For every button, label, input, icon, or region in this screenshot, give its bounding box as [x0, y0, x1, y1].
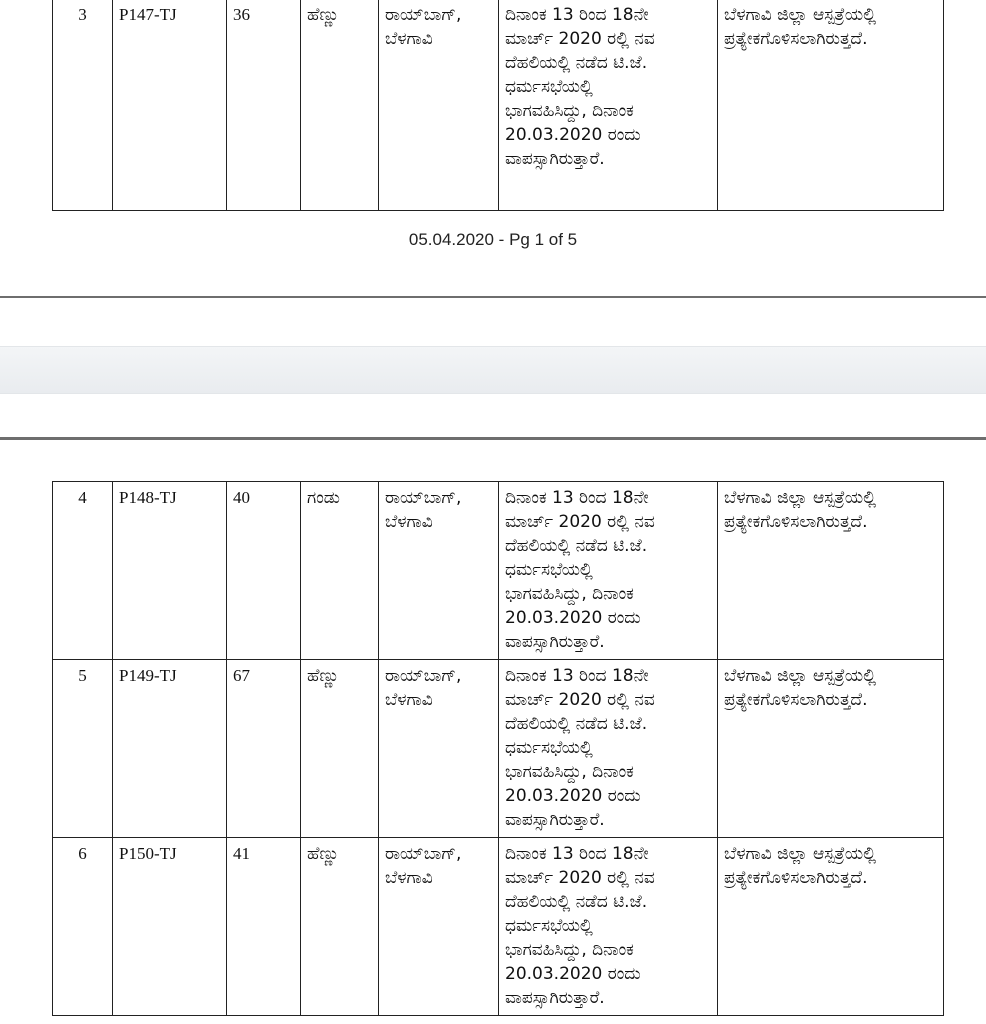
cell-text-line: ಬೆಳಗಾವಿ [385, 512, 433, 532]
cell-text-line: ಬೆಳಗಾವಿ ಜಿಲ್ಲಾ ಆಸ್ಪತ್ರೆಯಲ್ಲಿ [724, 5, 876, 25]
cell-text-line: ಮಾರ್ಚ್ 2020 ರಲ್ಲಿ ನವ [505, 690, 655, 710]
cell-text-line: ಪ್ರತ್ಯೇಕಗೊಳಿಸಲಾಗಿರುತ್ತದೆ. [724, 512, 868, 532]
gender-cell: ಗಂಡು [301, 482, 379, 660]
table-row [53, 0, 944, 211]
cell-text-line: ವಾಪಸ್ಸಾಗಿರುತ್ತಾರೆ. [505, 988, 605, 1008]
page-1-bottom-edge [0, 296, 986, 298]
document-page-2 [0, 440, 986, 1024]
patient-id-cell: P149-TJ [113, 660, 227, 838]
cell-text-line: ದೆಹಲಿಯಲ್ಲಿ ನಡೆದ ಟಿ.ಜೆ. [505, 714, 648, 734]
cell-text-line: ಧರ್ಮಸಭೆಯಲ್ಲಿ [505, 916, 593, 936]
patient-id-cell: P148-TJ [113, 482, 227, 660]
patient-table-page-1 [52, 0, 944, 211]
cell-text-line: ವಾಪಸ್ಸಾಗಿರುತ್ತಾರೆ. [505, 149, 605, 169]
location-cell [379, 0, 499, 211]
table-row [53, 482, 944, 660]
status-cell [718, 838, 944, 1016]
serial-number-cell: 6 [53, 838, 113, 1016]
cell-text-line: ಮಾರ್ಚ್ 2020 ರಲ್ಲಿ ನವ [505, 512, 655, 532]
age-cell: 36 [227, 0, 301, 211]
patient-id-cell: P147-TJ [113, 0, 227, 211]
age-cell: 40 [227, 482, 301, 660]
cell-text-line: ವಾಪಸ್ಸಾಗಿರುತ್ತಾರೆ. [505, 632, 605, 652]
cell-text-line: 20.03.2020 ರಂದು [505, 608, 641, 628]
cell-text-line: ರಾಯ್‌ಬಾಗ್, [385, 5, 462, 25]
travel-history-cell [499, 482, 718, 660]
gender-cell: ಹೆಣ್ಣು [301, 660, 379, 838]
travel-history-cell [499, 0, 718, 211]
cell-text-line: ಮಾರ್ಚ್ 2020 ರಲ್ಲಿ ನವ [505, 29, 655, 49]
status-cell [718, 482, 944, 660]
cell-text-line: ಪ್ರತ್ಯೇಕಗೊಳಿಸಲಾಗಿರುತ್ತದೆ. [724, 690, 868, 710]
page-footer: 05.04.2020 - Pg 1 of 5 [408, 230, 578, 249]
travel-history-cell [499, 838, 718, 1016]
document-page-1 [0, 0, 986, 298]
cell-text-line: ಬೆಳಗಾವಿ [385, 868, 433, 888]
table-row [53, 838, 944, 1016]
cell-text-line: ಬೆಳಗಾವಿ [385, 29, 433, 49]
cell-text-line: ದಿನಾಂಕ 13 ರಿಂದ 18ನೇ [505, 488, 649, 508]
gender-cell: ಹೆಣ್ಣು [301, 0, 379, 211]
status-cell [718, 0, 944, 211]
cell-text-line: ಧರ್ಮಸಭೆಯಲ್ಲಿ [505, 738, 593, 758]
cell-text-line: ಬೆಳಗಾವಿ [385, 690, 433, 710]
age-cell: 67 [227, 660, 301, 838]
patient-id-cell: P150-TJ [113, 838, 227, 1016]
cell-text-line: ದಿನಾಂಕ 13 ರಿಂದ 18ನೇ [505, 844, 649, 864]
location-cell [379, 838, 499, 1016]
cell-text-line: ಭಾಗವಹಿಸಿದ್ದು, ದಿನಾಂಕ [505, 101, 634, 121]
serial-number-cell: 5 [53, 660, 113, 838]
cell-text-line: ಬೆಳಗಾವಿ ಜಿಲ್ಲಾ ಆಸ್ಪತ್ರೆಯಲ್ಲಿ [724, 666, 876, 686]
cell-text-line: ಧರ್ಮಸಭೆಯಲ್ಲಿ [505, 560, 593, 580]
cell-text-line: ದಿನಾಂಕ 13 ರಿಂದ 18ನೇ [505, 5, 649, 25]
cell-text-line: ಪ್ರತ್ಯೇಕಗೊಳಿಸಲಾಗಿರುತ್ತದೆ. [724, 29, 868, 49]
cell-text-line: ದೆಹಲಿಯಲ್ಲಿ ನಡೆದ ಟಿ.ಜೆ. [505, 53, 648, 73]
cell-text-line: 20.03.2020 ರಂದು [505, 964, 641, 984]
patient-table-page-2 [52, 481, 944, 1016]
location-cell [379, 660, 499, 838]
cell-text-line: ಭಾಗವಹಿಸಿದ್ದು, ದಿನಾಂಕ [505, 584, 634, 604]
cell-text-line: ದೆಹಲಿಯಲ್ಲಿ ನಡೆದ ಟಿ.ಜೆ. [505, 892, 648, 912]
cell-text-line: ದೆಹಲಿಯಲ್ಲಿ ನಡೆದ ಟಿ.ಜೆ. [505, 536, 648, 556]
age-cell: 41 [227, 838, 301, 1016]
viewer-toolbar-band [0, 346, 986, 394]
table-row [53, 660, 944, 838]
cell-text-line: ಬೆಳಗಾವಿ ಜಿಲ್ಲಾ ಆಸ್ಪತ್ರೆಯಲ್ಲಿ [724, 844, 876, 864]
serial-number-cell: 3 [53, 0, 113, 211]
cell-text-line: ಧರ್ಮಸಭೆಯಲ್ಲಿ [505, 77, 593, 97]
cell-text-line: ರಾಯ್‌ಬಾಗ್, [385, 844, 462, 864]
cell-text-line: ಮಾರ್ಚ್ 2020 ರಲ್ಲಿ ನವ [505, 868, 655, 888]
travel-history-cell [499, 660, 718, 838]
status-cell [718, 660, 944, 838]
cell-text-line: ಭಾಗವಹಿಸಿದ್ದು, ದಿನಾಂಕ [505, 940, 634, 960]
cell-text-line: ದಿನಾಂಕ 13 ರಿಂದ 18ನೇ [505, 666, 649, 686]
cell-text-line: ಭಾಗವಹಿಸಿದ್ದು, ದಿನಾಂಕ [505, 762, 634, 782]
location-cell [379, 482, 499, 660]
cell-text-line: ಪ್ರತ್ಯೇಕಗೊಳಿಸಲಾಗಿರುತ್ತದೆ. [724, 868, 868, 888]
serial-number-cell: 4 [53, 482, 113, 660]
gender-cell: ಹೆಣ್ಣು [301, 838, 379, 1016]
cell-text-line: 20.03.2020 ರಂದು [505, 125, 641, 145]
cell-text-line: ವಾಪಸ್ಸಾಗಿರುತ್ತಾರೆ. [505, 810, 605, 830]
cell-text-line: 20.03.2020 ರಂದು [505, 786, 641, 806]
cell-text-line: ರಾಯ್‌ಬಾಗ್, [385, 666, 462, 686]
cell-text-line: ರಾಯ್‌ಬಾಗ್, [385, 488, 462, 508]
cell-text-line: ಬೆಳಗಾವಿ ಜಿಲ್ಲಾ ಆಸ್ಪತ್ರೆಯಲ್ಲಿ [724, 488, 876, 508]
